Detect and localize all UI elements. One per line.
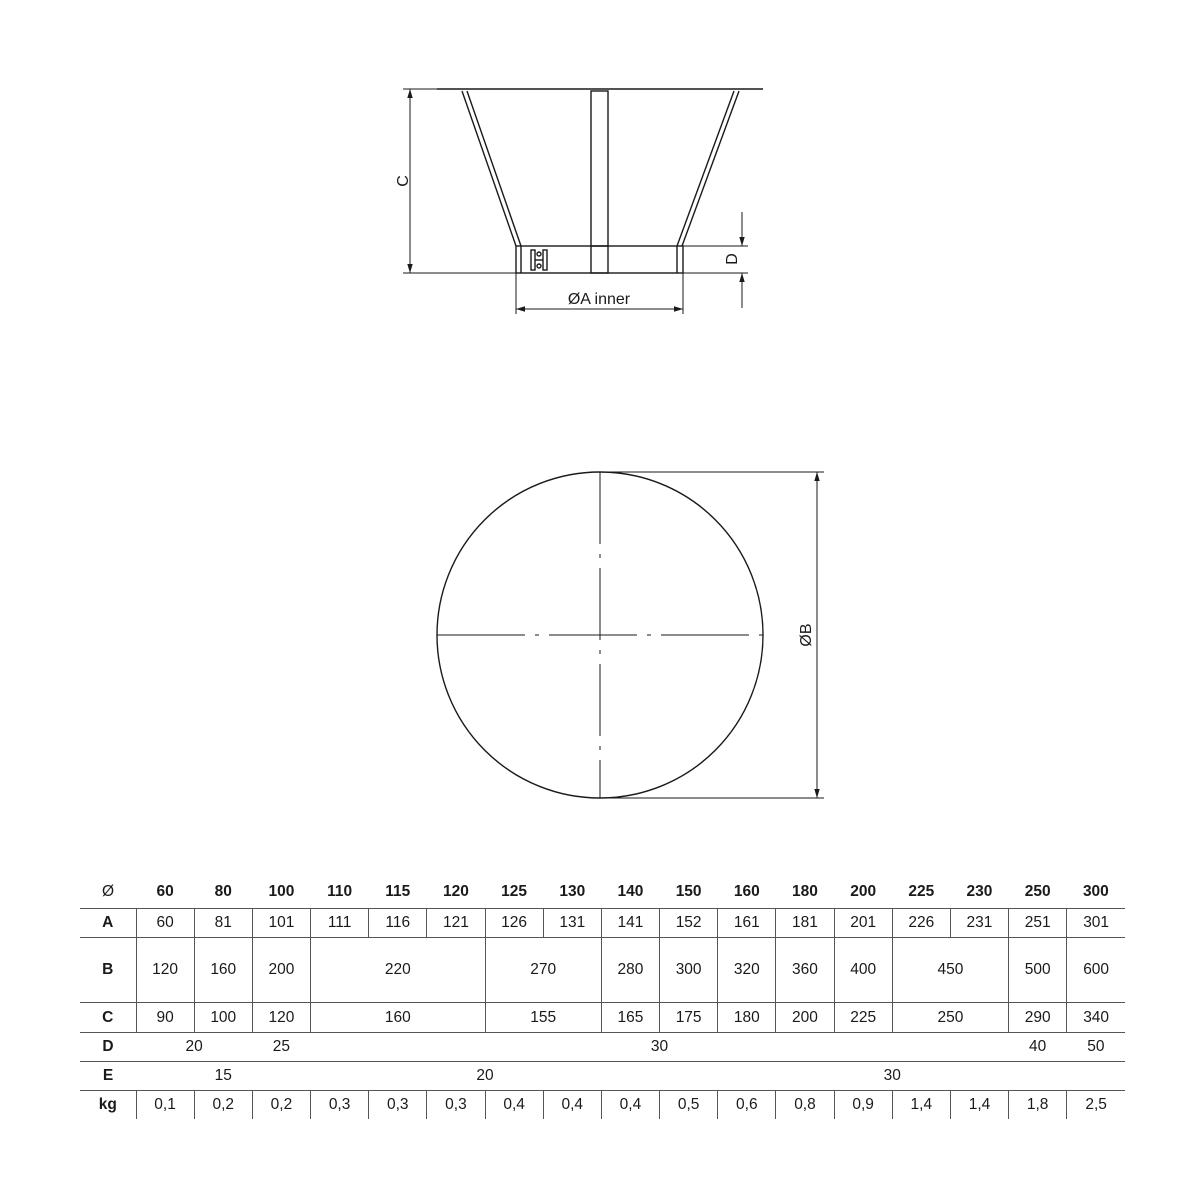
table-cell: 1,4: [892, 1091, 950, 1120]
table-row: [80, 938, 1125, 1003]
table-cell: 120: [136, 938, 194, 1003]
header-cell: 230: [950, 876, 1008, 909]
table-cell: 50: [1067, 1033, 1125, 1062]
table-row: [80, 909, 1125, 938]
table-cell: 1,4: [950, 1091, 1008, 1120]
header-cell: 130: [543, 876, 601, 909]
table-cell: 0,6: [718, 1091, 776, 1120]
header-cell: 60: [136, 876, 194, 909]
table-cell: 0,3: [311, 1091, 369, 1120]
header-cell: 250: [1009, 876, 1067, 909]
label-b: ØB: [798, 623, 816, 647]
header-cell: 115: [369, 876, 427, 909]
table-cell: 161: [718, 909, 776, 938]
table-cell: 60: [136, 909, 194, 938]
row-label: B: [80, 938, 136, 1003]
table-cell: 250: [892, 1003, 1008, 1033]
table-cell: 220: [311, 938, 486, 1003]
table-cell: 1,8: [1009, 1091, 1067, 1120]
cone-right-inner: [677, 91, 734, 246]
row-label: A: [80, 909, 136, 938]
table-cell: 600: [1067, 938, 1125, 1003]
table-cell: 30: [311, 1033, 1009, 1062]
table-cell: 101: [252, 909, 310, 938]
header-cell: 180: [776, 876, 834, 909]
table-cell: 121: [427, 909, 485, 938]
row-label: E: [80, 1062, 136, 1091]
table-row: [80, 1091, 1125, 1120]
cone-right-outer: [682, 91, 739, 246]
table-cell: 116: [369, 909, 427, 938]
table-cell: 0,9: [834, 1091, 892, 1120]
table-cell: 25: [252, 1033, 310, 1062]
header-cell: 125: [485, 876, 543, 909]
table-cell: 160: [194, 938, 252, 1003]
table-cell: 360: [776, 938, 834, 1003]
header-cell: 300: [1067, 876, 1125, 909]
table-cell: 181: [776, 909, 834, 938]
table-cell: 200: [776, 1003, 834, 1033]
table-cell: 500: [1009, 938, 1067, 1003]
table-cell: 290: [1009, 1003, 1067, 1033]
table-cell: 340: [1067, 1003, 1125, 1033]
table-cell: 126: [485, 909, 543, 938]
table-cell: 120: [252, 1003, 310, 1033]
table-cell: 111: [311, 909, 369, 938]
table-cell: 20: [136, 1033, 252, 1062]
table-row: [80, 1033, 1125, 1062]
top-view: [437, 472, 763, 798]
header-cell: 150: [660, 876, 718, 909]
table-cell: 180: [718, 1003, 776, 1033]
table-cell: 226: [892, 909, 950, 938]
table-cell: 0,4: [601, 1091, 659, 1120]
table-row: [80, 1003, 1125, 1033]
table-cell: 20: [311, 1062, 660, 1091]
label-c: C: [395, 175, 413, 187]
table-cell: 100: [194, 1003, 252, 1033]
table-cell: 270: [485, 938, 601, 1003]
table-cell: 0,4: [543, 1091, 601, 1120]
clamp-icon: [531, 250, 547, 270]
table-cell: 0,2: [252, 1091, 310, 1120]
header-cell: 160: [718, 876, 776, 909]
table-cell: 30: [660, 1062, 1125, 1091]
table-cell: 2,5: [1067, 1091, 1125, 1120]
table-cell: 0,1: [136, 1091, 194, 1120]
label-a-inner: ØA inner: [567, 291, 631, 308]
table-cell: 300: [660, 938, 718, 1003]
table-cell: 0,8: [776, 1091, 834, 1120]
table-cell: 450: [892, 938, 1008, 1003]
header-cell: 110: [311, 876, 369, 909]
side-view: [437, 89, 763, 273]
table-cell: 231: [950, 909, 1008, 938]
table-row: [80, 1062, 1125, 1091]
table-cell: 200: [252, 938, 310, 1003]
header-cell: 140: [601, 876, 659, 909]
table-cell: 280: [601, 938, 659, 1003]
table-cell: 301: [1067, 909, 1125, 938]
row-label: D: [80, 1033, 136, 1062]
table-cell: 131: [543, 909, 601, 938]
header-cell: 120: [427, 876, 485, 909]
table-cell: 0,3: [427, 1091, 485, 1120]
table-cell: 165: [601, 1003, 659, 1033]
table-cell: 0,4: [485, 1091, 543, 1120]
table-cell: 90: [136, 1003, 194, 1033]
header-cell: 225: [892, 876, 950, 909]
diameter-symbol: Ø: [80, 876, 136, 909]
table-cell: 320: [718, 938, 776, 1003]
table-cell: 225: [834, 1003, 892, 1033]
table-cell: 160: [311, 1003, 486, 1033]
cone-left-outer: [462, 91, 516, 246]
header-cell: 100: [252, 876, 310, 909]
table-cell: 251: [1009, 909, 1067, 938]
table-cell: 15: [136, 1062, 311, 1091]
table-cell: 141: [601, 909, 659, 938]
header-cell: 200: [834, 876, 892, 909]
row-label: kg: [98, 1096, 117, 1113]
header-cell: 80: [194, 876, 252, 909]
table-cell: 152: [660, 909, 718, 938]
table-cell: 0,3: [369, 1091, 427, 1120]
table-cell: 201: [834, 909, 892, 938]
table-cell: 0,5: [660, 1091, 718, 1120]
label-d: D: [724, 253, 742, 265]
row-label: C: [80, 1003, 136, 1033]
table-cell: 40: [1009, 1033, 1067, 1062]
cone-left-inner: [467, 91, 521, 246]
dimensions-table: [80, 876, 1125, 1119]
table-header-row: [80, 876, 1125, 909]
table-cell: 81: [194, 909, 252, 938]
table-cell: 400: [834, 938, 892, 1003]
table-cell: 0,2: [194, 1091, 252, 1120]
table-cell: 175: [660, 1003, 718, 1033]
table-cell: 155: [485, 1003, 601, 1033]
